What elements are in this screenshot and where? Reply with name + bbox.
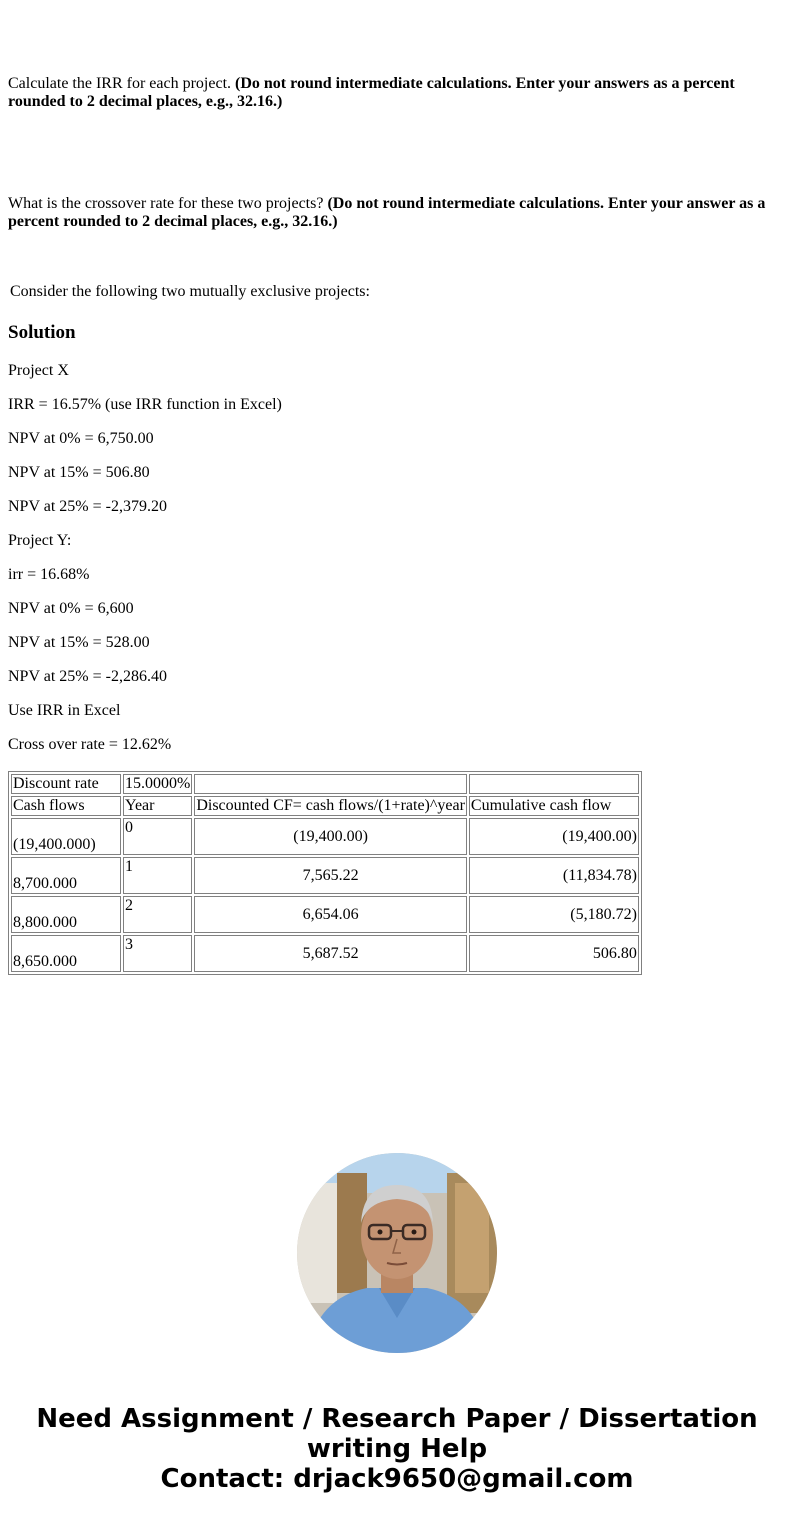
year-cell: 3 xyxy=(123,935,192,972)
table-row xyxy=(11,774,639,794)
question-crossover xyxy=(8,195,778,231)
cash-flow-cell: (19,400.000) xyxy=(11,818,121,855)
year-cell: 1 xyxy=(123,857,192,894)
project-y-npv-25: NPV at 25% = -2,286.40 xyxy=(8,668,167,685)
project-y-label: Project Y: xyxy=(8,532,72,549)
header-cash-flows: Cash flows xyxy=(11,796,121,816)
question-irr xyxy=(8,75,778,111)
excel-note: Use IRR in Excel xyxy=(8,702,121,719)
discounted-cell: 6,654.06 xyxy=(194,896,467,933)
discounted-cell: 7,565.22 xyxy=(194,857,467,894)
footer-line-1: Need Assignment / Research Paper / Dissertation xyxy=(36,1404,758,1434)
year-cell: 0 xyxy=(123,818,192,855)
project-y-npv-15: NPV at 15% = 528.00 xyxy=(8,634,150,651)
project-y-irr: irr = 16.68% xyxy=(8,566,90,583)
cumulative-cell: (11,834.78) xyxy=(469,857,639,894)
footer-contact-email: Contact: drjack9650@gmail.com xyxy=(160,1464,634,1494)
npv-calculation-table xyxy=(8,771,642,975)
question-irr-text: Calculate the IRR for each project. xyxy=(8,75,236,92)
table-row xyxy=(11,935,639,972)
project-x-npv-25: NPV at 25% = -2,379.20 xyxy=(8,498,167,515)
table-row xyxy=(11,896,639,933)
footer-line-2: writing Help xyxy=(306,1434,488,1464)
discounted-cell: (19,400.00) xyxy=(194,818,467,855)
header-year: Year xyxy=(123,796,192,816)
empty-cell xyxy=(194,774,467,794)
project-y-npv-0: NPV at 0% = 6,600 xyxy=(8,600,134,617)
cash-flow-cell: 8,650.000 xyxy=(11,935,121,972)
discount-rate-value: 15.0000% xyxy=(125,775,191,792)
question-crossover-instruction: (Do not round intermediate calculations. Enter your answer as a percent rounded to 2 decimal places, e.g., 32.16.) xyxy=(8,195,766,230)
empty-cell xyxy=(469,774,639,794)
question-crossover-text: What is the crossover rate for these two projects? xyxy=(8,195,328,212)
crossover-rate: Cross over rate = 12.62% xyxy=(8,736,172,753)
discounted-cell: 5,687.52 xyxy=(194,935,467,972)
table-header-row xyxy=(11,796,639,816)
cash-flow-cell: 8,700.000 xyxy=(11,857,121,894)
table-row xyxy=(11,857,639,894)
project-x-npv-0: NPV at 0% = 6,750.00 xyxy=(8,430,154,447)
cumulative-cell: (5,180.72) xyxy=(469,896,639,933)
tutor-avatar xyxy=(297,1153,497,1353)
question-irr-instruction: (Do not round intermediate calculations. Enter your answers as a percent rounded to 2 decimal places, e.g., 32.16.) xyxy=(8,75,735,110)
footer-contact xyxy=(0,1404,794,1494)
solution-heading: Solution xyxy=(8,322,76,343)
header-discounted-cf: Discounted CF= cash flows/(1+rate)^year xyxy=(196,797,465,814)
header-cumulative: Cumulative cash flow xyxy=(469,796,639,816)
consider-statement: Consider the following two mutually exclusive projects: xyxy=(10,283,370,300)
cumulative-cell: 506.80 xyxy=(469,935,639,972)
year-cell: 2 xyxy=(123,896,192,933)
cumulative-cell: (19,400.00) xyxy=(469,818,639,855)
cash-flow-cell: 8,800.000 xyxy=(11,896,121,933)
tutor-portrait-image xyxy=(297,1153,497,1353)
project-x-npv-15: NPV at 15% = 506.80 xyxy=(8,464,150,481)
discount-rate-label: Discount rate xyxy=(11,774,121,794)
project-x-label: Project X xyxy=(8,362,69,379)
project-x-irr: IRR = 16.57% (use IRR function in Excel) xyxy=(8,396,282,413)
table-row xyxy=(11,818,639,855)
